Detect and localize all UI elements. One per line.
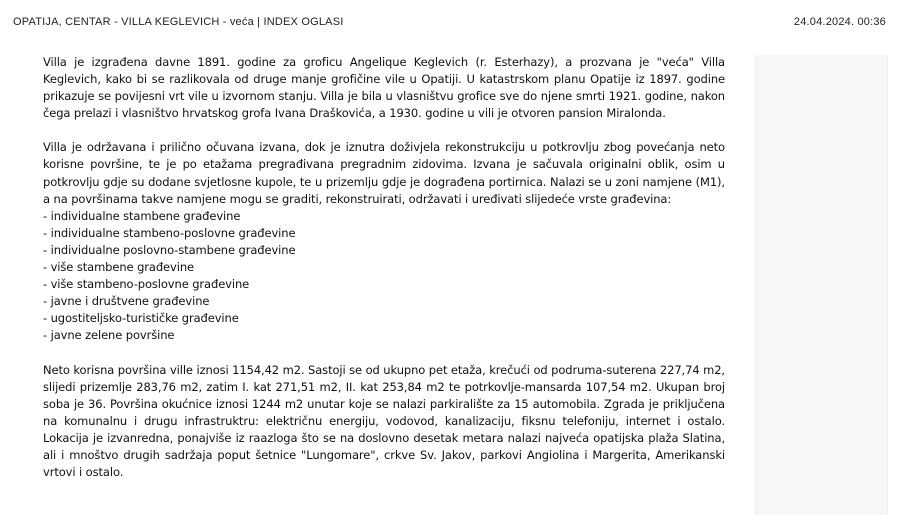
- article-body: [43, 54, 725, 498]
- print-header: [0, 0, 900, 44]
- building-types-list: [43, 208, 725, 345]
- list-item: - individualne stambene građevine: [43, 208, 241, 223]
- sidebar-panel: [755, 55, 888, 515]
- list-item: - više stambene građevine: [43, 260, 194, 275]
- list-item: - više stambeno-poslovne građevine: [43, 277, 250, 292]
- list-item: - javne zelene površine: [43, 328, 175, 343]
- paragraph-history: Villa je izgrađena davne 1891. godine za groficu Angelique Keglevich (r. Esterhazy), a prozvana je "veća" Villa Keglevich, kako bi se razlikovala od druge manje grofičine vile u Opatiji. U katastrskom planu Opatije iz 1897. godine prikazuje se povijesni vrt vile u izvornom stanju. Villa je bila u vlasništvu grofice sve do njene smrti 1921. godine, nakon čega prelazi i vlasništvo hrvatskog grofa Ivana Draškovića, a 1930. godine u vili je otvoren pansion Miralonda.: [43, 55, 725, 121]
- list-item: - individualne poslovno-stambene građevine: [43, 242, 296, 257]
- print-datetime: 24.04.2024. 00:36: [793, 16, 886, 28]
- paragraph-condition: Villa je održavana i prilično očuvana izvana, dok je iznutra doživjela rekonstrukciju u potkrovlju zbog povećanja neto korisne površine, te je po etažama pregrađivana pregradnim zidovima. Izvana je sačuvala originalni oblik, osim u potkrovlju gdje su dodane svjetlosne kupole, te u prizemlju gdje je dograđena portirnica. Nalazi se u zoni namjene (M1), a na površinama takve namjene mogu se graditi, rekonstruirati, održavati i uređivati slijedeće vrste građevina:: [43, 140, 725, 206]
- paragraph-specifications: Neto korisna površina ville iznosi 1154,42 m2. Sastoji se od ukupno pet etaža, krečući od podruma-suterena 227,74 m2, slijedi prizemlje 283,76 m2, zatim I. kat 271,51 m2, II. kat 253,84 m2 te potrkovlje-mansarda 107,54 m2. Ukupan broj soba je 36. Površina okućnice iznosi 1244 m2 unutar koje se nalazi parkiralište za 15 automobila. Zgrada je priključena na komunalnu i drugu infrastruktru: električnu energiju, vodovod, kanalizaciju, fiksnu telefoniju, internet i ostalo. Lokacija je izvanredna, ponajviše iz raazloga što se na doslovno desetak metara nalazi najveća opatijska plaža Slatina, ali i mnoštvo drugih sadržaja poput šetnice "Lungomare", crkve Sv. Jakov, parkovi Angiolina i Margerita, Amerikanski vrtovi i ostalo.: [43, 362, 725, 480]
- page-title: OPATIJA, CENTAR - VILLA KEGLEVICH - veća | INDEX OGLASI: [13, 16, 344, 28]
- list-item: - javne i društvene građevine: [43, 294, 210, 309]
- list-item: - ugostiteljsko-turističke građevine: [43, 311, 239, 326]
- list-item: - individualne stambeno-poslovne građevine: [43, 225, 296, 240]
